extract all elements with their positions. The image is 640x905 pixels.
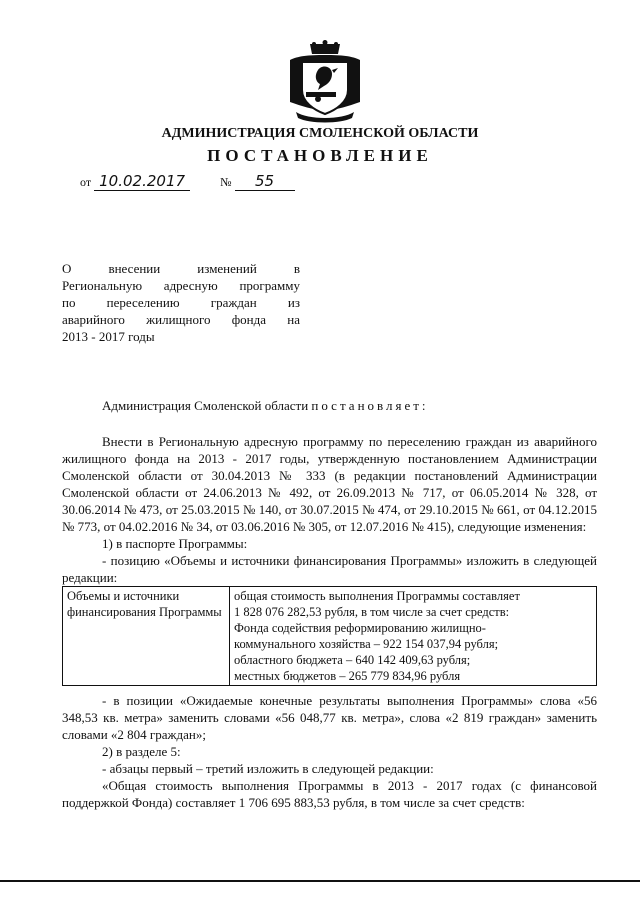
table-cell-value <box>230 587 597 686</box>
table-line: областного бюджета – 640 142 409,63 рубля; <box>234 653 471 667</box>
paragraph-position: - позицию «Объемы и источники финансирования Программы» изложить в следующей редакции: <box>62 553 597 585</box>
table-cell-label: Объемы и источники финансирования Программы <box>63 587 230 686</box>
table-line: коммунального хозяйства – 922 154 037,94 рубля; <box>234 637 499 651</box>
date-number-line <box>80 172 295 191</box>
document-date: 10.02.2017 <box>94 172 190 191</box>
paragraph-main: Внести в Региональную адресную программу по переселению граждан из аварийного жилищного фонда на 2013 - 2017 годы, утвержденную постановлением Администрации Смоленской области от 30.04.2013 № 333 (в редакции постановлений Администрации Смоленской области от 24.06.2013 № 492, от 26.09.2013 № 717, от 06.05.2014 № 328, от 30.06.2014 № 473, от 25.03.2015 № 140, от 30.07.2015 № 474, от 29.10.2015 № 661, от 04.12.2015 № 773, от 04.02.2016 № 34, от 03.06.2016 № 305, от 12.07.2016 № 415), следующие изменения: <box>62 434 597 534</box>
intro-text: Администрация Смоленской области <box>102 398 309 413</box>
paragraph-item-2: 2) в разделе 5: <box>102 744 181 759</box>
table-line: общая стоимость выполнения Программы составляет <box>234 589 520 603</box>
subject-line: 2013 - 2017 годы <box>62 329 155 344</box>
subject-line: аварийного жилищного фонда на <box>62 312 300 327</box>
subject-line: Региональную адресную программу <box>62 278 300 293</box>
document-type: ПОСТАНОВЛЕНИЕ <box>207 146 433 165</box>
passport-table <box>62 586 597 686</box>
paragraph-paragraphs: - абзацы первый – третий изложить в следующей редакции: <box>102 761 434 776</box>
date-prefix: от <box>80 175 92 189</box>
table-row <box>63 587 597 686</box>
intro-verb: постановляет: <box>311 398 429 413</box>
coat-of-arms-icon <box>288 40 362 124</box>
document-body <box>62 433 597 811</box>
document-number: 55 <box>235 172 295 191</box>
table-line: Фонда содействия реформированию жилищно- <box>234 621 486 635</box>
table-line: 1 828 076 282,53 рубля, в том числе за счет средств: <box>234 605 510 619</box>
page-divider <box>0 880 640 882</box>
subject-line: по переселению граждан из <box>62 295 300 310</box>
paragraph-quote: «Общая стоимость выполнения Программы в 2013 - 2017 годах (с финансовой поддержкой Фонда) составляет 1 706 695 883,53 рубля, в том числе за счет средств: <box>62 778 597 810</box>
subject-block <box>62 260 300 345</box>
subject-line: О внесении изменений в <box>62 261 300 276</box>
paragraph-results: - в позиции «Ожидаемые конечные результаты выполнения Программы» слова «56 348,53 кв. метра» заменить словами «56 048,77 кв. метра», слова «2 819 граждан» заменить словами «2 804 граждан»; <box>62 693 597 742</box>
paragraph-item-1: 1) в паспорте Программы: <box>102 536 248 551</box>
table-line: местных бюджетов – 265 779 834,96 рубля <box>234 669 461 683</box>
organization-title: АДМИНИСТРАЦИЯ СМОЛЕНСКОЙ ОБЛАСТИ <box>161 126 479 141</box>
number-prefix: № <box>220 175 232 189</box>
intro-line <box>102 398 429 414</box>
